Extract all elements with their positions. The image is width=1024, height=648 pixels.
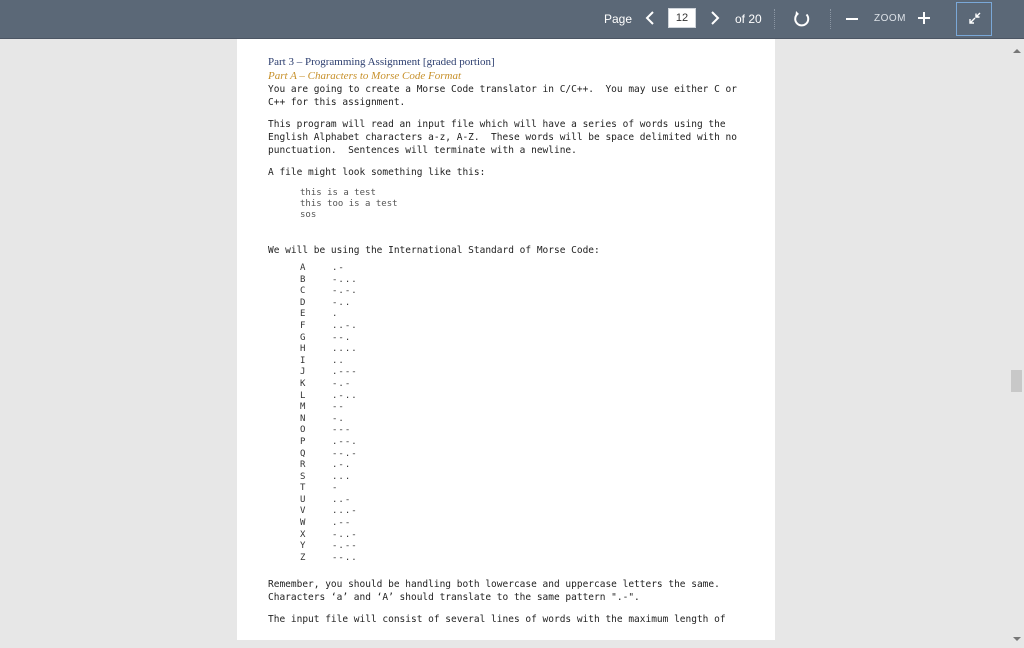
morse-letter: W: [300, 518, 306, 529]
morse-code: ..-: [332, 494, 352, 505]
section-heading: Part 3 – Programming Assignment [graded portion]: [268, 56, 495, 68]
minus-icon: [845, 12, 859, 26]
paragraph: You are going to create a Morse Code translator in C/C++. You may use either C or C++ for this assignment.: [268, 84, 743, 108]
morse-row: [300, 518, 748, 530]
morse-letter: N: [300, 413, 306, 424]
morse-code: -.-: [332, 378, 352, 389]
morse-code: .--: [332, 518, 352, 529]
morse-code: .-: [332, 263, 345, 273]
morse-code: .-.: [332, 460, 352, 471]
morse-code: .-..: [332, 390, 358, 401]
toolbar-divider: [830, 9, 831, 29]
zoom-out-button[interactable]: [845, 12, 859, 26]
document-page: [237, 39, 775, 640]
morse-row: [300, 309, 748, 321]
morse-row: [300, 367, 748, 379]
morse-letter: P: [300, 436, 306, 447]
morse-code: -..-: [332, 529, 358, 540]
morse-code: ...-: [332, 506, 358, 517]
morse-letter: V: [300, 506, 306, 517]
morse-letter: L: [300, 390, 306, 401]
morse-letter: I: [300, 355, 306, 366]
morse-letter: D: [300, 297, 306, 308]
morse-letter: K: [300, 378, 306, 389]
morse-code: --.-: [332, 448, 358, 459]
morse-row: [300, 460, 748, 472]
viewer-toolbar: [0, 0, 1024, 39]
rotate-button[interactable]: [792, 9, 812, 29]
example-file: [300, 188, 748, 221]
example-line: this too is a test: [300, 199, 398, 209]
paragraph: A file might look something like this:: [268, 167, 486, 178]
morse-row: [300, 553, 748, 565]
morse-row: [300, 483, 748, 495]
morse-letter: T: [300, 483, 306, 494]
morse-letter: G: [300, 332, 306, 343]
rotate-icon: [792, 9, 812, 29]
morse-letter: A: [300, 263, 306, 273]
morse-letter: H: [300, 344, 306, 355]
morse-letter: R: [300, 460, 306, 471]
morse-letter: E: [300, 309, 306, 320]
morse-letter: X: [300, 529, 306, 540]
morse-row: [300, 298, 748, 310]
morse-code: .--.: [332, 436, 358, 447]
chevron-left-icon: [643, 8, 657, 28]
document-content: [268, 55, 748, 626]
morse-code: ---: [332, 425, 352, 436]
morse-row: [300, 530, 748, 542]
morse-row: [300, 263, 748, 275]
morse-letter: O: [300, 425, 306, 436]
morse-row: [300, 391, 748, 403]
example-line: sos: [300, 210, 317, 220]
morse-row: [300, 495, 748, 507]
page-label: Page: [604, 12, 633, 26]
morse-row: [300, 286, 748, 298]
morse-code: ..-.: [332, 320, 358, 331]
toolbar-divider: [774, 9, 775, 29]
collapse-icon: [957, 3, 991, 35]
morse-row: [300, 449, 748, 461]
morse-row: [300, 414, 748, 426]
scroll-down-arrow[interactable]: [1012, 630, 1022, 638]
morse-row: [300, 437, 748, 449]
morse-letter: Q: [300, 448, 306, 459]
chevron-right-icon: [708, 8, 722, 28]
caret-up-icon: [1012, 47, 1022, 55]
morse-row: [300, 333, 748, 345]
morse-code: -.: [332, 413, 345, 424]
scroll-up-arrow[interactable]: [1012, 42, 1022, 50]
morse-row: [300, 541, 748, 553]
caret-down-icon: [1012, 635, 1022, 643]
morse-letter: B: [300, 274, 306, 285]
morse-letter: U: [300, 494, 306, 505]
morse-row: [300, 379, 748, 391]
morse-letter: S: [300, 471, 306, 482]
morse-row: [300, 425, 748, 437]
paragraph: Remember, you should be handling both lowercase and uppercase letters the same. Characters ‘a’ and ‘A’ should translate to the same pattern ".-".: [268, 579, 726, 604]
example-line: this is a test: [300, 188, 376, 198]
morse-letter: J: [300, 367, 306, 378]
exit-fullscreen-button[interactable]: [956, 2, 992, 36]
morse-row: [300, 344, 748, 356]
morse-code: ..: [332, 355, 345, 366]
morse-row: [300, 402, 748, 414]
paragraph: This program will read an input file which will have a series of words using the English Alphabet characters a-z, A-Z. These words will be space delimited with no punctuation. Sentences will terminate with a newline.: [268, 119, 743, 156]
page-number-input[interactable]: [668, 8, 696, 28]
right-gutter: [775, 39, 1024, 640]
morse-code: -.--: [332, 541, 358, 552]
morse-letter: Z: [300, 552, 306, 563]
morse-code: ...: [332, 471, 352, 482]
morse-row: [300, 472, 748, 484]
morse-code: -..: [332, 297, 352, 308]
morse-code: --: [332, 402, 345, 413]
total-pages-label: of 20: [735, 12, 762, 26]
morse-code: ....: [332, 344, 358, 355]
paragraph: We will be using the International Standard of Morse Code:: [268, 245, 600, 256]
morse-code: -...: [332, 274, 358, 285]
next-page-button[interactable]: [708, 8, 722, 28]
morse-code-table: [300, 263, 748, 564]
morse-row: [300, 321, 748, 333]
zoom-in-button[interactable]: [917, 11, 931, 25]
morse-row: [300, 506, 748, 518]
morse-letter: C: [300, 286, 306, 297]
morse-letter: F: [300, 320, 306, 331]
morse-row: [300, 356, 748, 368]
paragraph: The input file will consist of several lines of words with the maximum length of: [268, 614, 726, 626]
morse-code: .: [332, 309, 339, 320]
morse-letter: Y: [300, 541, 306, 552]
morse-code: -: [332, 483, 339, 494]
morse-row: [300, 275, 748, 287]
morse-code: --..: [332, 552, 358, 563]
morse-code: .---: [332, 367, 358, 378]
previous-page-button[interactable]: [643, 8, 657, 28]
morse-code: --.: [332, 332, 352, 343]
section-subheading: Part A – Characters to Morse Code Format: [268, 70, 462, 82]
morse-letter: M: [300, 402, 306, 413]
zoom-label: ZOOM: [874, 13, 906, 24]
plus-icon: [917, 11, 931, 25]
left-gutter: [0, 39, 237, 640]
morse-code: -.-.: [332, 286, 358, 297]
scrollbar-thumb[interactable]: [1011, 370, 1022, 392]
